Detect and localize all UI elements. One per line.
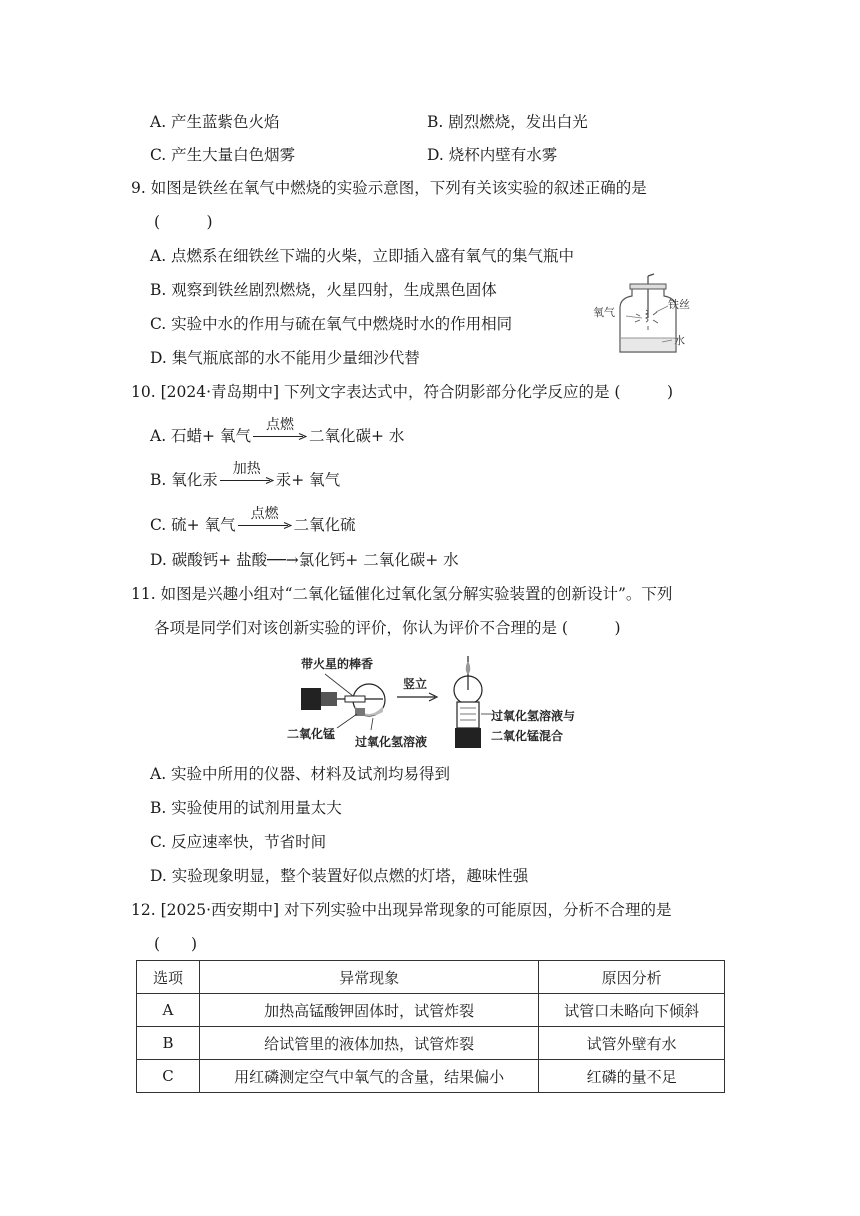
q10-option-b — [150, 461, 341, 491]
q12-answer-blank: ( ) — [154, 935, 198, 953]
q12-stem: 12. [2025·西安期中] 对下列实验中出现异常现象的可能原因，分析不合理的是 — [131, 901, 672, 919]
label-mixture-line2: 二氧化锰混合 — [491, 729, 564, 743]
q8-option-b: B. 剧烈燃烧，发出白光 — [427, 113, 588, 131]
table-cell: 红磷的量不足 — [539, 1060, 725, 1093]
table-row — [137, 994, 725, 1027]
q10-c-products: 二氧化硫 — [293, 515, 356, 534]
table-header: 选项 — [137, 961, 200, 994]
table-row — [137, 1060, 725, 1093]
q11-option-d: D. 实验现象明显，整个装置好似点燃的灯塔，趣味性强 — [150, 867, 529, 885]
q9-stem: 9. 如图是铁丝在氧气中燃烧的实验示意图，下列有关该实验的叙述正确的是 — [131, 179, 647, 197]
table-cell: 试管外壁有水 — [539, 1027, 725, 1060]
table-cell: 用红磷测定空气中氧气的含量，结果偏小 — [199, 1060, 538, 1093]
q10-c-reactants: C. 硫+ 氧气 — [150, 515, 236, 534]
iron-wire-combustion-figure — [590, 270, 700, 360]
q10-b-reactants: B. 氧化汞 — [150, 470, 218, 489]
q10-b-products: 汞+ 氧气 — [275, 470, 341, 489]
q10-c-condition: 点燃 — [250, 506, 279, 522]
q9-option-b: B. 观察到铁丝剧烈燃烧，火星四射，生成黑色固体 — [150, 281, 497, 299]
table-row — [137, 1027, 725, 1060]
reaction-arrow — [253, 417, 307, 440]
q10-a-products: 二氧化碳+ 水 — [308, 426, 405, 445]
table-cell: 加热高锰酸钾固体时，试管炸裂 — [199, 994, 538, 1027]
q9-option-d: D. 集气瓶底部的水不能用少量细沙代替 — [150, 349, 420, 367]
q9-answer-blank: ( ) — [154, 213, 213, 231]
analysis-table — [136, 960, 725, 1093]
q10-stem: 10. [2024·青岛期中] 下列文字表达式中，符合阴影部分化学反应的是 ( ) — [131, 383, 673, 401]
table-cell: C — [137, 1060, 200, 1093]
label-mno2: 二氧化锰 — [287, 727, 336, 741]
table-cell: 给试管里的液体加热，试管炸裂 — [199, 1027, 538, 1060]
q10-a-condition: 点燃 — [265, 417, 294, 433]
catalysis-apparatus-figure — [285, 652, 615, 752]
label-oxygen: 氧气 — [593, 306, 615, 319]
q11-stem-line1: 11. 如图是兴趣小组对“二氧化锰催化过氧化氢分解实验装置的创新设计”。下列 — [131, 585, 673, 603]
q8-option-d: D. 烧杯内壁有水雾 — [427, 146, 558, 164]
label-upright: 竖立 — [403, 677, 428, 691]
q10-option-d: D. 碳酸钙+ 盐酸──→氯化钙+ 二氧化碳+ 水 — [150, 551, 459, 569]
q11-option-b: B. 实验使用的试剂用量太大 — [150, 799, 342, 817]
q10-b-condition: 加热 — [232, 461, 261, 477]
table-header: 原因分析 — [539, 961, 725, 994]
q11-option-a: A. 实验中所用的仪器、材料及试剂均易得到 — [150, 765, 451, 783]
table-cell: B — [137, 1027, 200, 1060]
q9-option-a: A. 点燃系在细铁丝下端的火柴，立即插入盛有氧气的集气瓶中 — [150, 247, 575, 265]
label-glowing-stick: 带火星的棒香 — [301, 657, 374, 671]
q8-option-a: A. 产生蓝紫色火焰 — [150, 113, 280, 131]
table-header-row — [137, 961, 725, 994]
reaction-arrow — [220, 461, 274, 484]
label-mixture-line1: 过氧化氢溶液与 — [491, 709, 576, 723]
table-cell: 试管口未略向下倾斜 — [539, 994, 725, 1027]
q8-option-c: C. 产生大量白色烟雾 — [150, 146, 296, 164]
q10-option-c — [150, 506, 356, 536]
table-cell: A — [137, 994, 200, 1027]
q10-option-a — [150, 417, 405, 447]
q11-stem-line2: 各项是同学们对该创新实验的评价，你认为评价不合理的是 ( ) — [154, 619, 621, 637]
reaction-arrow — [238, 506, 292, 529]
label-h2o2: 过氧化氢溶液 — [355, 735, 428, 749]
q11-option-c: C. 反应速率快，节省时间 — [150, 833, 327, 851]
table-header: 异常现象 — [199, 961, 538, 994]
label-iron-wire: 铁丝 — [668, 298, 690, 311]
q10-a-reactants: A. 石蜡+ 氧气 — [150, 426, 251, 445]
q9-option-c: C. 实验中水的作用与硫在氧气中燃烧时水的作用相同 — [150, 315, 513, 333]
label-water: 水 — [674, 334, 685, 347]
